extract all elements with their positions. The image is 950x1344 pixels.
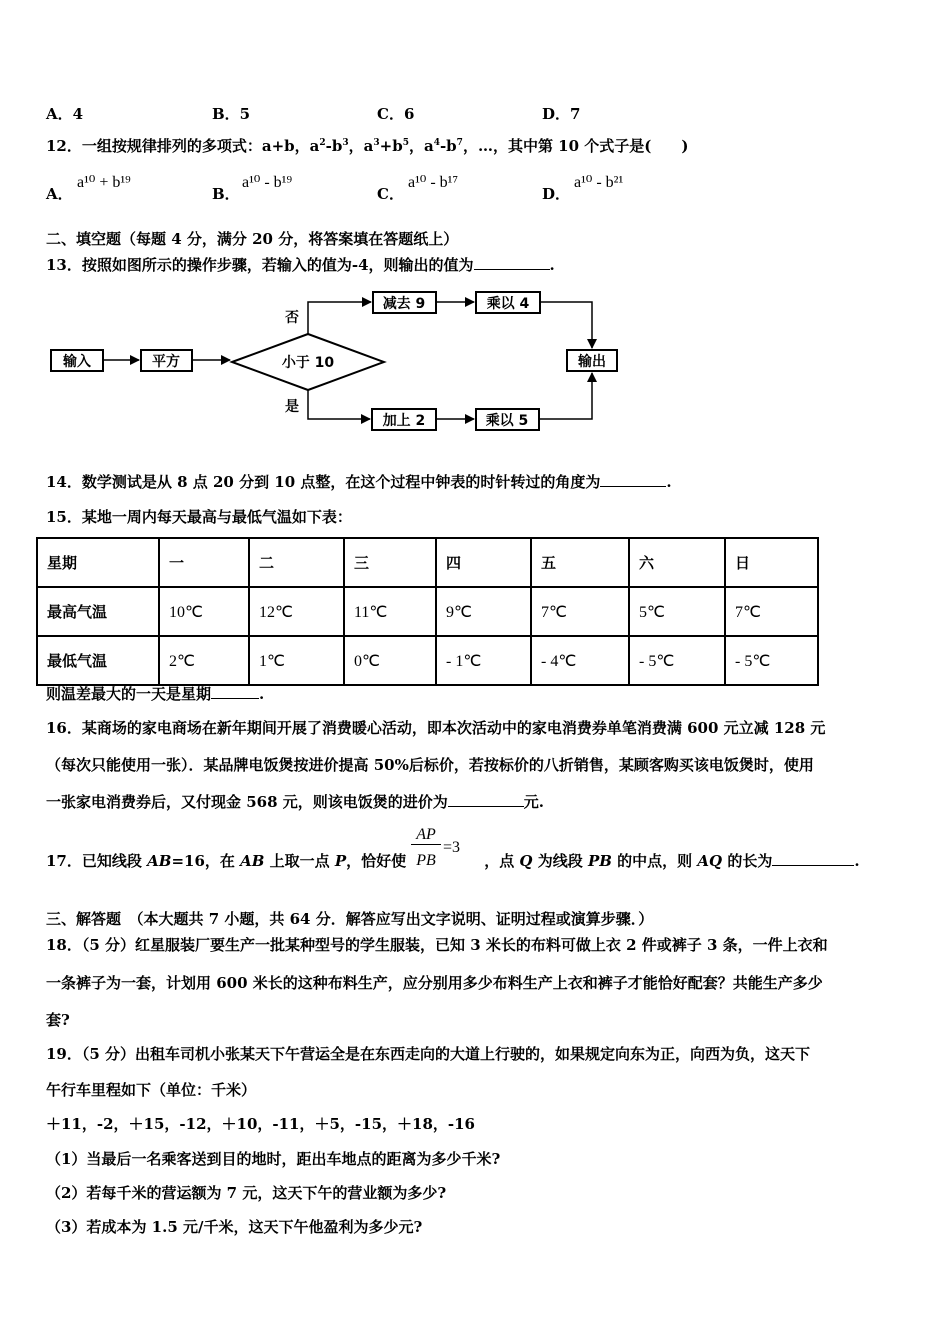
q19-data: ＋11，-2，＋15，-12，＋10，-11，＋5，-15，＋18，-16 — [46, 1115, 475, 1133]
table-cell: 五 — [531, 538, 629, 587]
table-cell: 10℃ — [159, 587, 249, 636]
q16-line-3: 一张家电消费券后，又付现金 568 元，则该电饭煲的进价为 元. — [46, 793, 544, 811]
table-cell: - 5℃ — [629, 636, 725, 685]
table-cell: 日 — [725, 538, 818, 587]
table-cell: 三 — [344, 538, 436, 587]
table-cell: 最低气温 — [37, 636, 159, 685]
table-cell: 7℃ — [725, 587, 818, 636]
q14-stem: 14．数学测试是从 8 点 20 分到 10 点整，在这个过程中钟表的时针转过的角度为 . — [46, 473, 672, 491]
flow-output-label: 输出 — [578, 354, 606, 370]
table-cell: - 1℃ — [436, 636, 531, 685]
q18-line-3: 套? — [46, 1011, 70, 1029]
table-cell: 二 — [249, 538, 344, 587]
table-cell: 5℃ — [629, 587, 725, 636]
table-row — [37, 587, 818, 636]
q16-line-2: （每次只能使用一张）．某品牌电饭煲按进价提高 50%后标价，若按标价的八折销售，某顾客购买该电饭煲时，使用 — [46, 756, 814, 774]
table-cell: - 4℃ — [531, 636, 629, 685]
flow-square-label: 平方 — [152, 354, 180, 370]
q19-line-2: 午行车里程如下（单位：千米） — [46, 1081, 257, 1099]
q16-line-1: 16．某商场的家电商场在新年期间开展了消费暖心活动，即本次活动中的家电消费券单笔消费满 600 元立减 128 元 — [46, 719, 826, 737]
table-row — [37, 538, 818, 587]
table-cell: 1℃ — [249, 636, 344, 685]
section-3-title: 三、解答题 （本大题共 7 小题，共 64 分．解答应写出文字说明、证明过程或演算步骤．） — [46, 910, 654, 928]
q12-option-a: a¹⁰ + b¹⁹ — [77, 174, 131, 191]
q17-fraction-equals: =3 — [443, 839, 461, 856]
q13-flowchart — [0, 280, 950, 440]
table-cell: 六 — [629, 538, 725, 587]
q13-stem: 13．按照如图所示的操作步骤，若输入的值为-4，则输出的值为 . — [46, 256, 555, 274]
q12-option-d-label: D． — [542, 185, 571, 203]
q19-sub-1: （1）当最后一名乘客送到目的地时，距出车地点的距离为多少千米? — [46, 1150, 501, 1168]
table-cell: 一 — [159, 538, 249, 587]
q17-fraction-denominator: PB — [416, 852, 436, 869]
q11-option-c: C．6 — [377, 105, 415, 123]
table-cell: 最高气温 — [37, 587, 159, 636]
flow-times4-label: 乘以 4 — [486, 296, 530, 312]
q11-option-d: D．7 — [542, 105, 581, 123]
q12-option-b-label: B． — [212, 185, 240, 203]
q19-sub-2: （2）若每千米的营运额为 7 元，这天下午的营业额为多少? — [46, 1184, 447, 1202]
q12-option-d: a¹⁰ - b²¹ — [574, 174, 624, 191]
table-cell: 2℃ — [159, 636, 249, 685]
table-cell: 7℃ — [531, 587, 629, 636]
temperature-table — [36, 537, 819, 686]
flow-yes-label: 是 — [285, 399, 299, 415]
flow-minus9-label: 减去 9 — [382, 296, 426, 312]
q11-option-b: B．5 — [212, 105, 251, 123]
table-cell: 11℃ — [344, 587, 436, 636]
q19-sub-3: （3）若成本为 1.5 元/千米，这天下午他盈利为多少元? — [46, 1218, 423, 1236]
table-cell: 星期 — [37, 538, 159, 587]
q12-option-b: a¹⁰ - b¹⁹ — [242, 174, 293, 191]
flow-decision-label: 小于 10 — [281, 355, 335, 371]
section-2-title: 二、填空题（每题 4 分，满分 20 分，将答案填在答题纸上） — [46, 230, 459, 248]
q12-stem: 12．一组按规律排列的多项式：a+b，$a^2-b^3$，$a^3+b^5$，$a^4-b^7$，…，其中第 10 个式子是( ) — [46, 137, 689, 155]
table-cell: 12℃ — [249, 587, 344, 636]
flow-plus2-label: 加上 2 — [382, 413, 426, 429]
q15-question: 则温差最大的一天是星期 . — [46, 685, 265, 703]
table-cell: 9℃ — [436, 587, 531, 636]
q15-stem: 15．某地一周内每天最高与最低气温如下表： — [46, 508, 352, 526]
q12-option-a-label: A． — [46, 185, 73, 203]
q17-stem: 17．已知线段 AB=16，在 AB 上取一点 P，恰好使 ，点 Q 为线段 PB 的中点，则 AQ 的长为 . — [46, 852, 860, 870]
table-cell: - 5℃ — [725, 636, 818, 685]
table-cell: 0℃ — [344, 636, 436, 685]
table-row — [37, 636, 818, 685]
q18-line-2: 一条裤子为一套，计划用 600 米长的这种布料生产，应分别用多少布料生产上衣和裤子才能恰好配套？共能生产多少 — [46, 974, 823, 992]
q11-option-a: A．4 — [46, 105, 84, 123]
q12-option-c-label: C． — [377, 185, 404, 203]
flow-input-label: 输入 — [63, 354, 91, 370]
q19-line-1: 19．（5 分）出租车司机小张某天下午营运全是在东西走向的大道上行驶的，如果规定向东为正，向西为负，这天下 — [46, 1045, 811, 1063]
table-cell: 四 — [436, 538, 531, 587]
flow-times5-label: 乘以 5 — [485, 413, 529, 429]
flow-no-label: 否 — [285, 310, 299, 326]
q12-option-c: a¹⁰ - b¹⁷ — [408, 174, 459, 191]
q18-line-1: 18．（5 分）红星服装厂要生产一批某种型号的学生服装，已知 3 米长的布料可做上衣 2 件或裤子 3 条，一件上衣和 — [46, 936, 828, 954]
q17-fraction-numerator: AP — [411, 826, 441, 845]
